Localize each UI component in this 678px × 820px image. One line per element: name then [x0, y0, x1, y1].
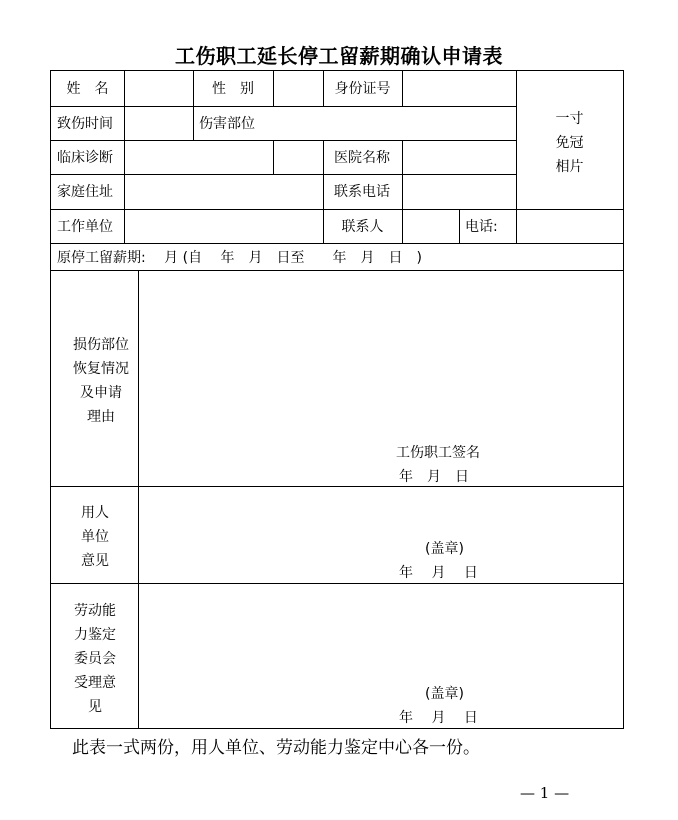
footer-note: 此表一式两份，用人单位、劳动能力鉴定中心各一份。: [72, 738, 480, 758]
injury-time-label: 致伤时间: [57, 116, 113, 132]
date-1: 年 月 日: [399, 469, 469, 485]
form-title: 工伤职工延长停工留薪期确认申请表: [175, 44, 503, 68]
diagnosis-field[interactable]: [124, 148, 323, 168]
application-form-table: [50, 70, 624, 729]
hospital-field[interactable]: [402, 148, 516, 168]
committee-opinion-field[interactable]: [139, 584, 623, 728]
address-field[interactable]: [124, 182, 323, 202]
committee-opinion-label: 劳动能 力鉴定 委员会 受理意 见: [74, 603, 116, 715]
tel-label: 电话:: [465, 219, 498, 235]
gender-field[interactable]: [273, 79, 323, 99]
employer-opinion-field[interactable]: [139, 487, 623, 582]
contact-person-label: 联系人: [341, 219, 384, 235]
name-label: 姓 名: [66, 81, 109, 97]
employer-field[interactable]: [124, 217, 323, 237]
injury-time-field[interactable]: [124, 114, 193, 134]
address-label: 家庭住址: [57, 184, 113, 200]
phone-field[interactable]: [402, 182, 516, 202]
employer-label: 工作单位: [57, 219, 113, 235]
phone-label: 联系电话: [334, 184, 390, 200]
seal-1: (盖章): [425, 541, 464, 557]
recovery-reason-field[interactable]: [139, 271, 623, 485]
row-divider: [51, 106, 516, 107]
photo-placeholder: 一寸 免冠 相片: [555, 111, 584, 175]
tel-field[interactable]: [516, 217, 623, 237]
date-2: 年 月 日: [399, 565, 478, 581]
date-3: 年 月 日: [399, 710, 478, 726]
col-divider: [323, 140, 324, 174]
gender-label: 性 别: [212, 81, 254, 97]
recovery-reason-label: 损伤部位 恢复情况 及申请 理由: [73, 337, 129, 425]
diagnosis-label: 临床诊断: [57, 150, 113, 166]
name-field[interactable]: [124, 79, 193, 99]
row-divider: [51, 174, 516, 175]
injured-part-field[interactable]: [273, 114, 516, 134]
hospital-label: 医院名称: [334, 150, 390, 166]
employer-opinion-label: 用人 单位 意见: [81, 505, 109, 569]
id-number-label: 身份证号: [334, 81, 391, 97]
original-period-line: 原停工留薪期: 月 (自 年 月 日至 年 月 日 ): [57, 250, 422, 266]
contact-person-field[interactable]: [402, 217, 459, 237]
row-divider: [51, 209, 623, 210]
col-divider: [459, 209, 460, 243]
seal-2: (盖章): [425, 686, 464, 702]
id-number-field[interactable]: [402, 79, 516, 99]
injured-part-label: 伤害部位: [199, 116, 255, 132]
row-divider: [51, 243, 623, 244]
row-divider: [51, 140, 516, 141]
page-number: — 1 —: [520, 784, 570, 802]
worker-signature-label: 工伤职工签名: [396, 445, 480, 461]
